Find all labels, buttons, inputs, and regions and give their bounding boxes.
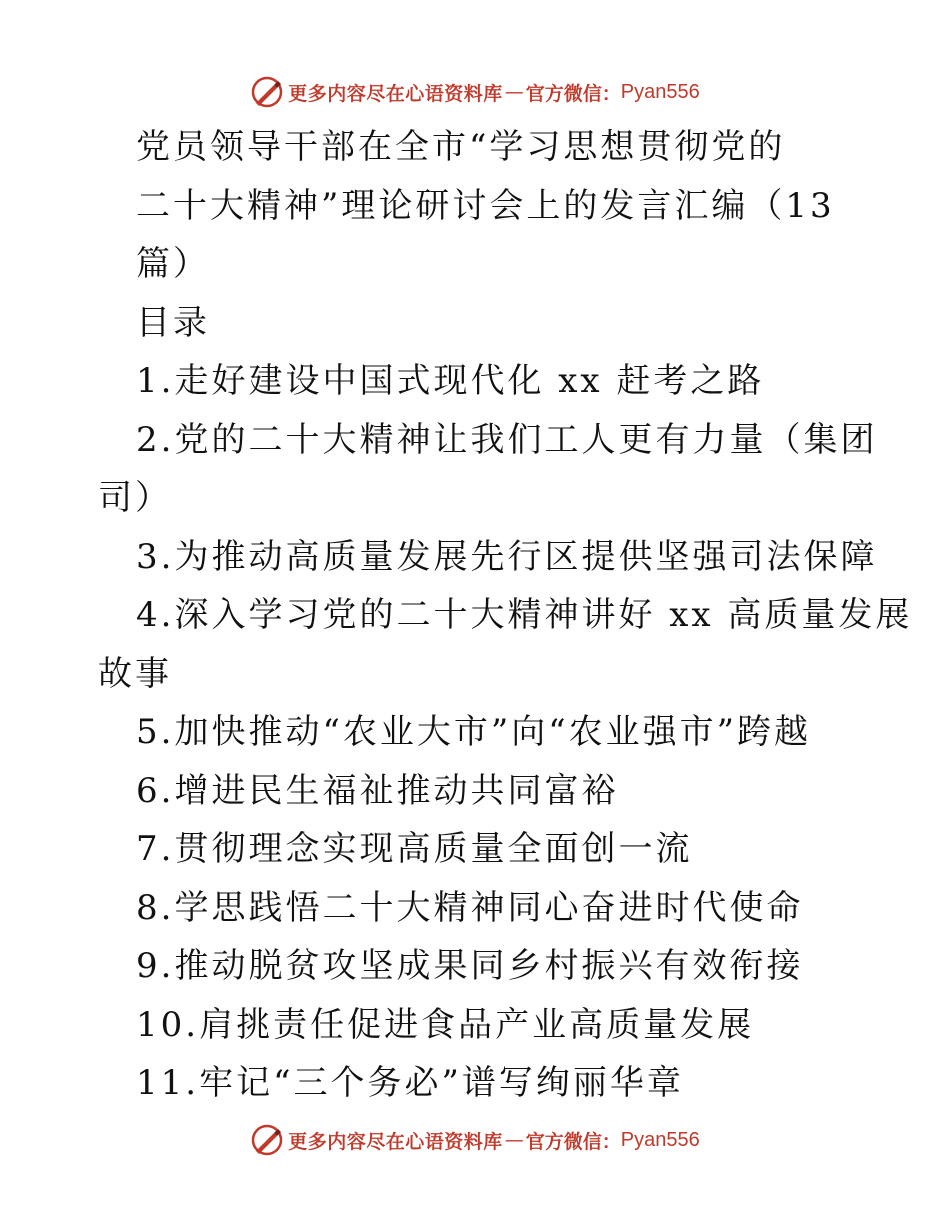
toc-item-1: 1.走好建设中国式现代化 xx 赶考之路 bbox=[136, 361, 765, 401]
document-title-line-1: 党员领导干部在全市“学习思想贯彻党的 bbox=[136, 127, 786, 167]
header-watermark bbox=[0, 72, 950, 112]
document-title-line-2: 二十大精神”理论研讨会上的发言汇编（13 bbox=[136, 185, 835, 226]
toc-item-2-continued: 司） bbox=[98, 478, 172, 518]
pen-logo-icon bbox=[250, 75, 284, 109]
watermark-text: 更多内容尽在心语资料库 bbox=[288, 1130, 503, 1153]
watermark-text: 更多内容尽在心语资料库 bbox=[288, 82, 503, 105]
document-title-line-3: 篇） bbox=[136, 244, 210, 284]
toc-heading: 目录 bbox=[136, 302, 210, 343]
watermark-id: Pyan556 bbox=[620, 80, 700, 103]
toc-item-6: 6.增进民生福祉推动共同富裕 bbox=[136, 770, 619, 811]
watermark-id: Pyan556 bbox=[620, 1128, 700, 1151]
pen-logo-icon bbox=[250, 1123, 284, 1157]
toc-item-3: 3.为推动高质量发展先行区提供坚强司法保障 bbox=[136, 536, 878, 577]
toc-item-5: 5.加快推动“农业大市”向“农业强市”跨越 bbox=[136, 712, 811, 752]
watermark-separator: — bbox=[504, 1129, 524, 1151]
toc-item-4-continued: 故事 bbox=[98, 653, 172, 694]
toc-item-7: 7.贯彻理念实现高质量全面创一流 bbox=[136, 829, 693, 869]
watermark-label: 官方微信： bbox=[525, 1130, 621, 1153]
footer-watermark bbox=[0, 1120, 950, 1160]
watermark-label: 官方微信： bbox=[525, 82, 621, 105]
toc-item-11: 11.牢记“三个务必”谱写绚丽华章 bbox=[136, 1063, 684, 1103]
toc-item-2: 2.党的二十大精神让我们工人更有力量（集团 bbox=[136, 419, 878, 460]
document-body bbox=[98, 118, 913, 1113]
toc-item-9: 9.推动脱贫攻坚成果同乡村振兴有效衔接 bbox=[136, 946, 804, 986]
toc-item-10: 10.肩挑责任促进食品产业高质量发展 bbox=[136, 1004, 755, 1045]
toc-item-4: 4.深入学习党的二十大精神讲好 xx 高质量发展 bbox=[136, 595, 913, 635]
toc-item-8: 8.学思践悟二十大精神同心奋进时代使命 bbox=[136, 887, 804, 928]
watermark-separator: — bbox=[504, 81, 524, 103]
